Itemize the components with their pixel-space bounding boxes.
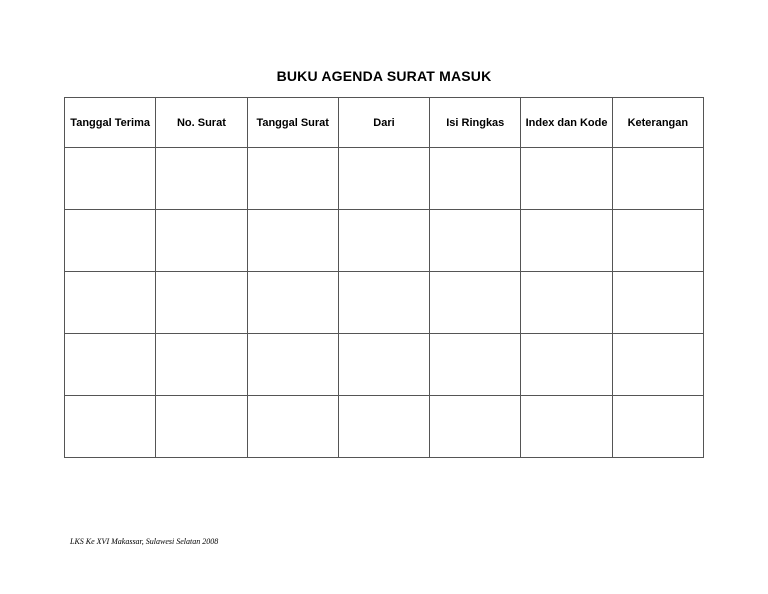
table-cell — [65, 396, 156, 458]
table-cell — [430, 396, 521, 458]
column-header-dari: Dari — [338, 98, 429, 148]
table-cell — [612, 148, 703, 210]
table-cell — [430, 210, 521, 272]
table-cell — [612, 210, 703, 272]
page-title: BUKU AGENDA SURAT MASUK — [276, 68, 492, 84]
table-cell — [612, 334, 703, 396]
table-row — [65, 210, 704, 272]
table-cell — [521, 272, 612, 334]
table-cell — [430, 148, 521, 210]
column-header-tanggal-terima: Tanggal Terima — [65, 98, 156, 148]
column-header-index-dan-kode: Index dan Kode — [521, 98, 612, 148]
table-cell — [156, 396, 247, 458]
table-row — [65, 334, 704, 396]
table-cell — [247, 334, 338, 396]
table-header-row — [65, 98, 704, 148]
table-cell — [430, 272, 521, 334]
table-cell — [521, 210, 612, 272]
table-row — [65, 148, 704, 210]
column-header-no-surat: No. Surat — [156, 98, 247, 148]
table-row — [65, 272, 704, 334]
table-cell — [156, 272, 247, 334]
table-cell — [247, 148, 338, 210]
table-cell — [247, 272, 338, 334]
agenda-table — [64, 97, 704, 458]
table-cell — [65, 334, 156, 396]
table-cell — [156, 210, 247, 272]
table-cell — [612, 272, 703, 334]
table-cell — [338, 396, 429, 458]
table-cell — [65, 210, 156, 272]
table-row — [65, 396, 704, 458]
table-cell — [338, 210, 429, 272]
table-cell — [338, 272, 429, 334]
table-cell — [156, 148, 247, 210]
table-cell — [612, 396, 703, 458]
table-cell — [247, 210, 338, 272]
table-cell — [521, 148, 612, 210]
page-footer: LKS Ke XVI Makassar, Sulawesi Selatan 2008 — [70, 537, 219, 546]
table-cell — [247, 396, 338, 458]
table-cell — [65, 272, 156, 334]
table-cell — [338, 148, 429, 210]
column-header-keterangan: Keterangan — [612, 98, 703, 148]
column-header-isi-ringkas: Isi Ringkas — [430, 98, 521, 148]
table-cell — [430, 334, 521, 396]
table-cell — [521, 334, 612, 396]
table-cell — [65, 148, 156, 210]
column-header-tanggal-surat: Tanggal Surat — [247, 98, 338, 148]
table-cell — [521, 396, 612, 458]
table-cell — [338, 334, 429, 396]
table-cell — [156, 334, 247, 396]
